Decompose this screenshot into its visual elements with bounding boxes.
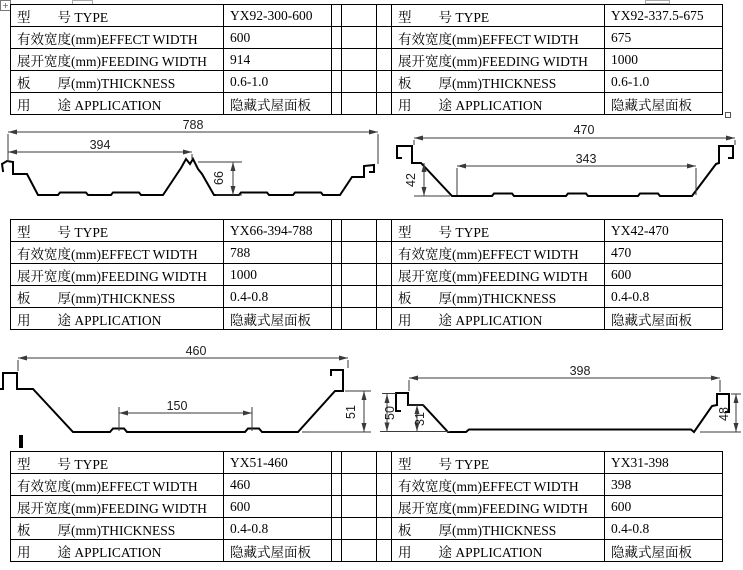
empty-cell (342, 220, 377, 242)
empty-cell (377, 27, 392, 49)
dimension-343 (457, 152, 696, 195)
dim-label: 394 (89, 138, 111, 152)
spec-label-cell: 有效宽度(mm)EFFECT WIDTH (392, 242, 605, 264)
dim-label: 460 (185, 344, 207, 358)
table-row (11, 452, 723, 474)
spec-table-band3 (10, 451, 723, 562)
spec-label-cell: 板 厚(mm)THICKNESS (392, 286, 605, 308)
profile-drawing-yx66 (2, 118, 378, 195)
spec-label-cell: 板 厚(mm)THICKNESS (11, 71, 224, 93)
spec-label-cell: 用 途 APPLICATION (11, 93, 224, 115)
empty-cell (332, 49, 342, 71)
empty-cell (332, 242, 342, 264)
empty-cell (342, 474, 377, 496)
dim-label: 42 (404, 173, 418, 187)
profile-drawings-band2 (0, 335, 743, 450)
empty-cell (377, 518, 392, 540)
profile-drawings-band1 (0, 118, 743, 218)
empty-cell (342, 71, 377, 93)
spec-label-cell: 用 途 APPLICATION (392, 93, 605, 115)
spec-label-cell: 板 厚(mm)THICKNESS (392, 518, 605, 540)
dimension-150 (119, 399, 252, 431)
table-row (11, 474, 723, 496)
profile-drawing-yx31 (380, 364, 741, 432)
spec-value-cell: 675 (605, 27, 723, 49)
profile-drawing-yx42 (397, 123, 735, 196)
spec-label-cell: 型 号 TYPE (11, 5, 224, 27)
spec-value-cell: YX31-398 (605, 452, 723, 474)
empty-cell (332, 540, 342, 562)
dimension-51 (302, 391, 371, 432)
dim-label: 51 (344, 405, 358, 419)
spec-label-cell: 用 途 APPLICATION (11, 540, 224, 562)
empty-cell (332, 5, 342, 27)
spec-label-cell: 用 途 APPLICATION (11, 308, 224, 330)
empty-cell (377, 93, 392, 115)
table-move-handle-icon[interactable]: + (0, 0, 11, 11)
spec-label-cell: 有效宽度(mm)EFFECT WIDTH (392, 27, 605, 49)
dimension-470 (414, 123, 735, 145)
empty-cell (332, 71, 342, 93)
spec-value-cell: 0.6-1.0 (605, 71, 723, 93)
empty-cell (377, 474, 392, 496)
table-row (11, 286, 723, 308)
dim-label: 31 (413, 412, 427, 426)
spec-label-cell: 有效宽度(mm)EFFECT WIDTH (11, 27, 224, 49)
empty-cell (377, 5, 392, 27)
empty-cell (342, 93, 377, 115)
empty-cell (377, 452, 392, 474)
spec-label-cell: 展开宽度(mm)FEEDING WIDTH (392, 496, 605, 518)
dimension-31 (408, 405, 427, 432)
spec-value-cell: 隐藏式屋面板 (605, 308, 723, 330)
spec-table-band1 (10, 4, 723, 115)
panel-outline (397, 146, 733, 196)
table-row (11, 540, 723, 562)
dim-label: 66 (212, 171, 226, 185)
spec-value-cell: 1000 (224, 264, 332, 286)
spec-value-cell: 398 (605, 474, 723, 496)
spec-value-cell: 隐藏式屋面板 (605, 93, 723, 115)
spec-label-cell: 型 号 TYPE (392, 452, 605, 474)
dim-label: 470 (573, 123, 595, 137)
empty-cell (332, 27, 342, 49)
spec-value-cell: 0.4-0.8 (224, 518, 332, 540)
spec-value-cell: 1000 (605, 49, 723, 71)
spec-value-cell: YX92-337.5-675 (605, 5, 723, 27)
empty-cell (342, 540, 377, 562)
spec-label-cell: 展开宽度(mm)FEEDING WIDTH (11, 264, 224, 286)
spec-label-cell: 展开宽度(mm)FEEDING WIDTH (392, 264, 605, 286)
empty-cell (332, 496, 342, 518)
spec-value-cell: 隐藏式屋面板 (224, 540, 332, 562)
spec-label-cell: 有效宽度(mm)EFFECT WIDTH (11, 242, 224, 264)
spec-label-cell: 型 号 TYPE (392, 5, 605, 27)
spec-value-cell: YX66-394-788 (224, 220, 332, 242)
spec-value-cell: 0.4-0.8 (605, 286, 723, 308)
dim-label: 48 (717, 407, 731, 421)
spec-label-cell: 用 途 APPLICATION (392, 540, 605, 562)
dim-label: 788 (182, 118, 204, 132)
spec-value-cell: 600 (605, 264, 723, 286)
empty-cell (377, 286, 392, 308)
table-row (11, 242, 723, 264)
table-row (11, 93, 723, 115)
empty-cell (377, 49, 392, 71)
dimension-460 (18, 344, 348, 371)
panel-outline (2, 159, 374, 195)
empty-cell (342, 5, 377, 27)
empty-cell (377, 220, 392, 242)
spec-label-cell: 型 号 TYPE (11, 452, 224, 474)
empty-cell (342, 286, 377, 308)
spec-value-cell: 470 (605, 242, 723, 264)
spec-value-cell: 600 (224, 27, 332, 49)
empty-cell (342, 452, 377, 474)
dim-label: 50 (383, 406, 397, 420)
spec-value-cell: 0.4-0.8 (224, 286, 332, 308)
spec-label-cell: 型 号 TYPE (11, 220, 224, 242)
dimension-398 (409, 364, 720, 392)
table-row (11, 49, 723, 71)
spec-value-cell: 隐藏式屋面板 (224, 93, 332, 115)
empty-cell (332, 308, 342, 330)
empty-cell (377, 264, 392, 286)
empty-cell (377, 496, 392, 518)
empty-cell (332, 93, 342, 115)
dim-label: 343 (575, 152, 597, 166)
spec-value-cell: 0.4-0.8 (605, 518, 723, 540)
empty-cell (342, 308, 377, 330)
empty-cell (332, 220, 342, 242)
spec-value-cell: 0.6-1.0 (224, 71, 332, 93)
empty-cell (377, 308, 392, 330)
table-row (11, 308, 723, 330)
profile-drawing-yx51 (0, 344, 371, 432)
spec-value-cell: YX92-300-600 (224, 5, 332, 27)
dim-label: 398 (569, 364, 591, 378)
spec-value-cell: 600 (605, 496, 723, 518)
spec-table-band2 (10, 219, 723, 330)
spec-value-cell: 隐藏式屋面板 (605, 540, 723, 562)
spec-value-cell: 460 (224, 474, 332, 496)
table-row (11, 496, 723, 518)
spec-label-cell: 型 号 TYPE (392, 220, 605, 242)
empty-cell (332, 264, 342, 286)
spec-label-cell: 展开宽度(mm)FEEDING WIDTH (392, 49, 605, 71)
spec-label-cell: 有效宽度(mm)EFFECT WIDTH (392, 474, 605, 496)
table-row (11, 5, 723, 27)
empty-cell (377, 540, 392, 562)
table-row (11, 264, 723, 286)
dimension-394 (8, 138, 192, 159)
empty-cell (377, 71, 392, 93)
spec-label-cell: 板 厚(mm)THICKNESS (11, 518, 224, 540)
empty-cell (332, 286, 342, 308)
spec-label-cell: 用 途 APPLICATION (392, 308, 605, 330)
spec-label-cell: 板 厚(mm)THICKNESS (392, 71, 605, 93)
empty-cell (342, 242, 377, 264)
table-row (11, 71, 723, 93)
spec-value-cell: YX51-460 (224, 452, 332, 474)
empty-cell (342, 49, 377, 71)
table-row (11, 220, 723, 242)
spec-label-cell: 有效宽度(mm)EFFECT WIDTH (11, 474, 224, 496)
empty-cell (342, 264, 377, 286)
empty-cell (332, 452, 342, 474)
spec-value-cell: 788 (224, 242, 332, 264)
empty-cell (377, 242, 392, 264)
empty-cell (342, 518, 377, 540)
spec-value-cell: 隐藏式屋面板 (224, 308, 332, 330)
dim-label: 150 (166, 399, 188, 413)
empty-cell (342, 496, 377, 518)
panel-outline (396, 393, 729, 432)
spec-value-cell: YX42-470 (605, 220, 723, 242)
spec-label-cell: 板 厚(mm)THICKNESS (11, 286, 224, 308)
empty-cell (342, 27, 377, 49)
spec-value-cell: 600 (224, 496, 332, 518)
empty-cell (332, 474, 342, 496)
spec-label-cell: 展开宽度(mm)FEEDING WIDTH (11, 496, 224, 518)
empty-cell (332, 518, 342, 540)
spec-label-cell: 展开宽度(mm)FEEDING WIDTH (11, 49, 224, 71)
table-row (11, 27, 723, 49)
table-row (11, 518, 723, 540)
spec-value-cell: 914 (224, 49, 332, 71)
